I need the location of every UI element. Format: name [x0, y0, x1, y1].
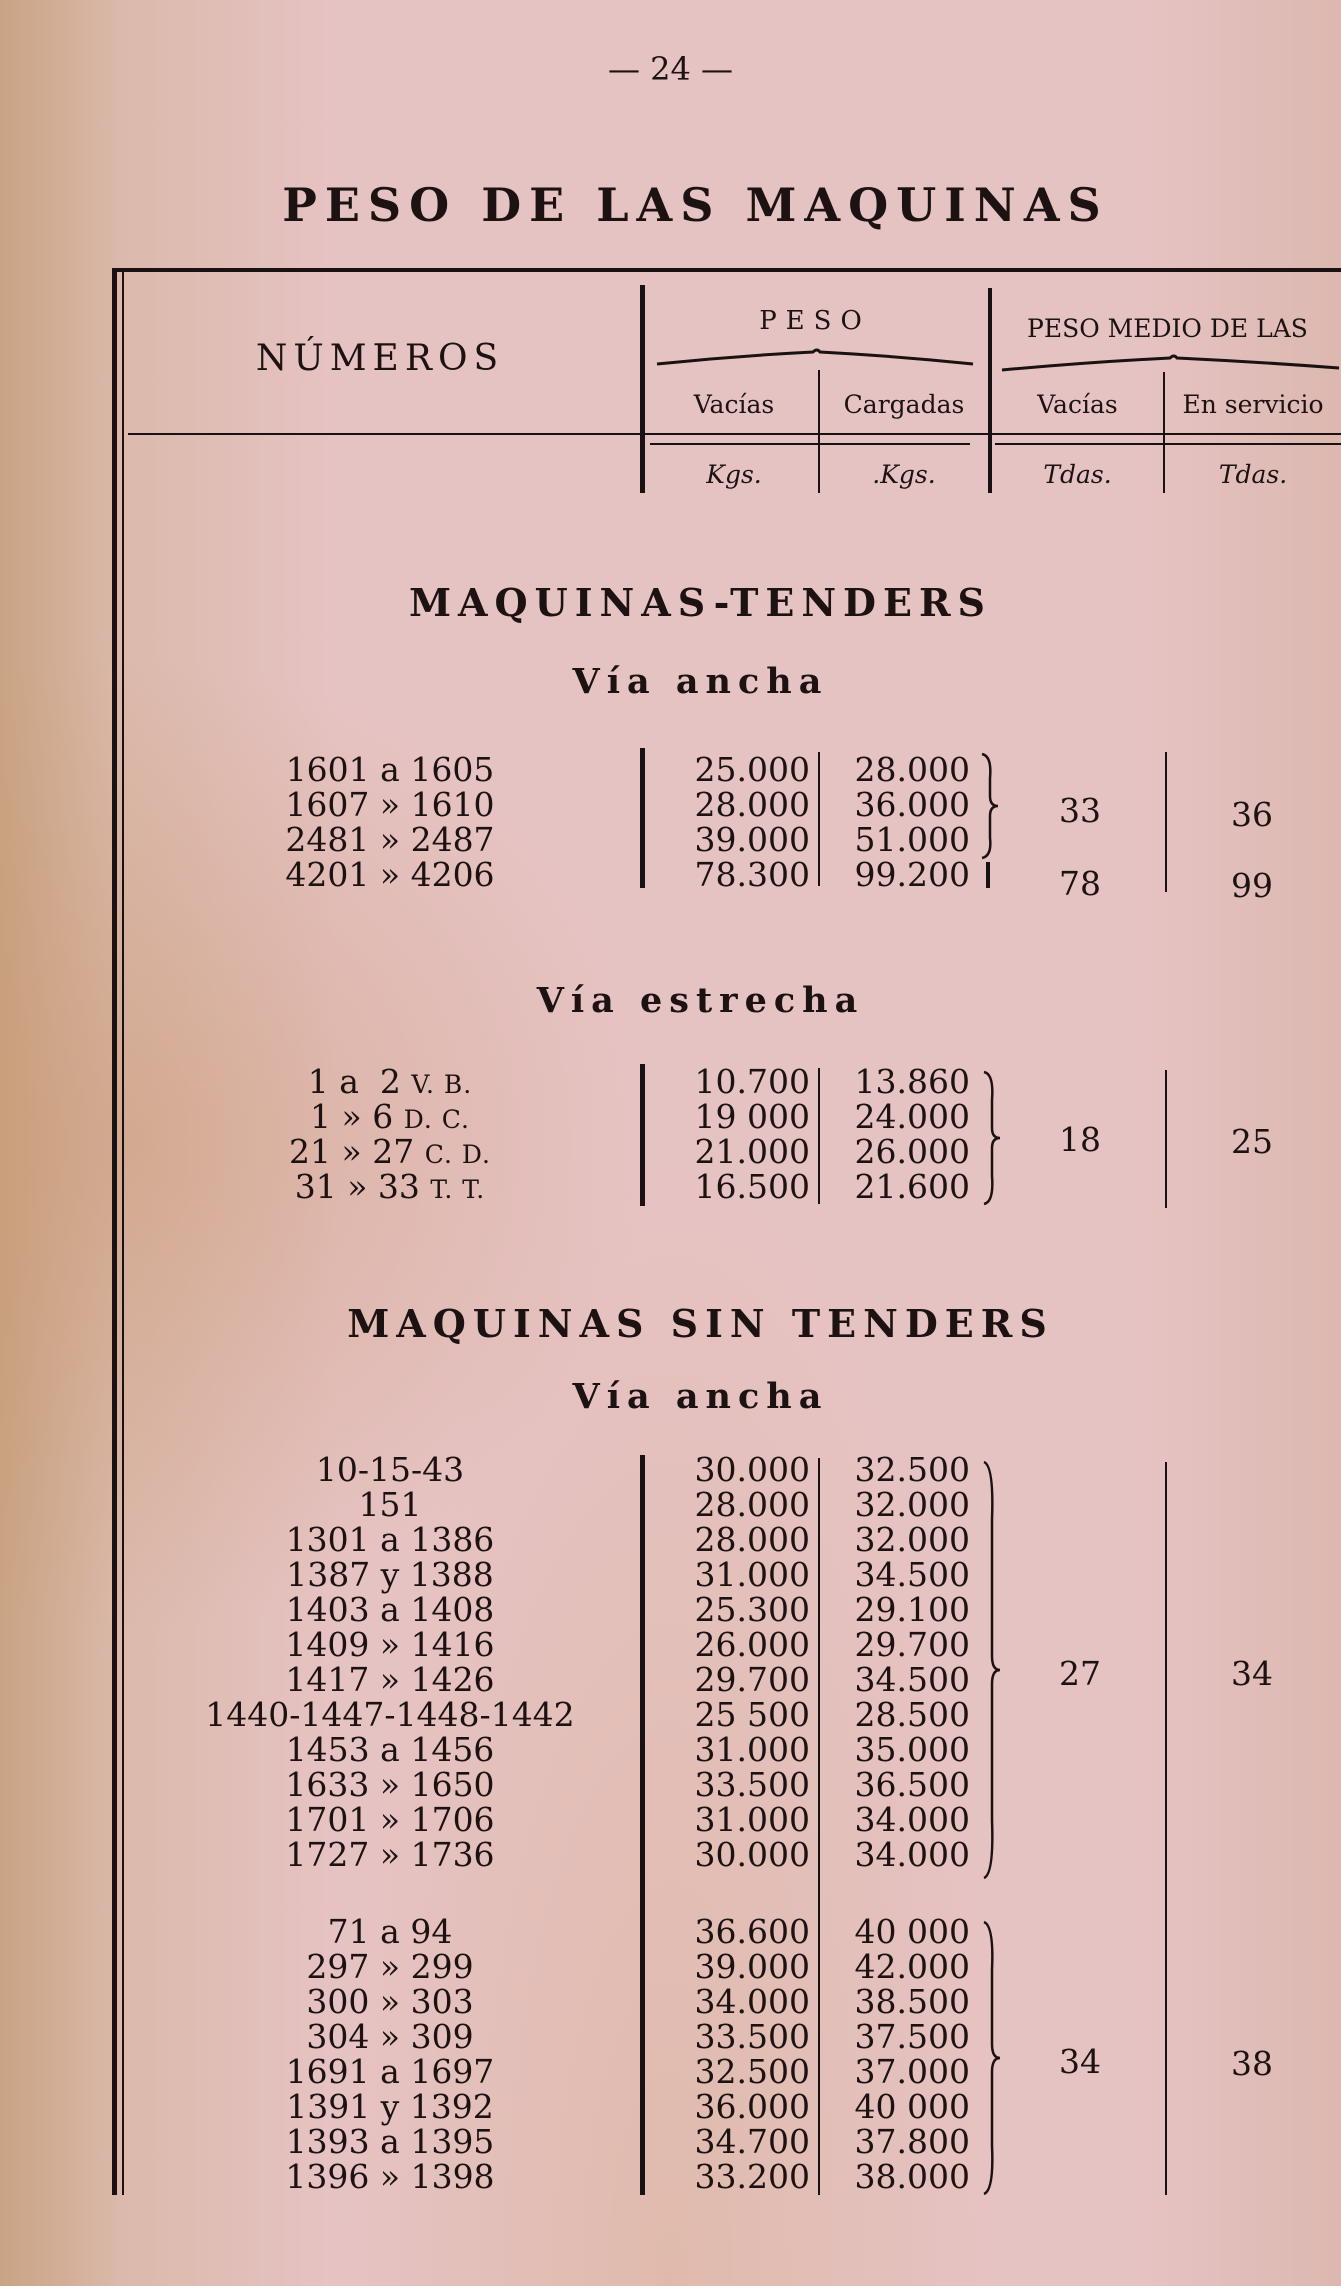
row-line-code: T. T.: [430, 1175, 486, 1204]
row-numbers: 1396 » 1398: [285, 2157, 495, 2196]
table-left-rule: [112, 268, 117, 2195]
header-cargadas: Cargadas: [843, 390, 965, 419]
unit-tdas-vacias: Tdas.: [1043, 460, 1112, 489]
row-cargadas: 37.500: [854, 2017, 970, 2056]
row-numbers: 1393 a 1395: [285, 2122, 495, 2161]
header-col-rule-1: [640, 285, 645, 493]
row-vacias: 31.000: [694, 1800, 810, 1839]
row-line-code: C. D.: [424, 1140, 491, 1169]
row-cargadas: 32.000: [854, 1485, 970, 1524]
row-vacias: 36.000: [694, 2087, 810, 2126]
row-cargadas: 34.500: [854, 1555, 970, 1594]
row-numbers: 300 » 303: [306, 1982, 474, 2021]
row-cargadas: 40 000: [854, 1912, 970, 1951]
row-vacias: 28.000: [694, 1485, 810, 1524]
avg-servicio: 34: [1231, 1654, 1273, 1693]
row-numbers: [150, 1169, 630, 1207]
avg-vacias: 33: [1059, 791, 1101, 830]
table-row: [0, 1487, 1341, 1522]
header-sub-rule-2: [995, 443, 1341, 445]
table-row: [0, 1914, 1341, 1949]
page-number: — 24 —: [607, 50, 734, 88]
curly-brace-icon: [980, 1460, 1004, 1880]
row-cargadas: 34.500: [854, 1660, 970, 1699]
row-vacias: 36.600: [694, 1912, 810, 1951]
row-vacias: 26.000: [694, 1625, 810, 1664]
row-cargadas: 99.200: [854, 855, 970, 894]
row-numbers: 1440-1447-1448-1442: [205, 1695, 575, 1734]
avg-servicio: 38: [1231, 2044, 1273, 2083]
row-range: 1 » 6: [310, 1097, 394, 1136]
row-cargadas: 36.500: [854, 1765, 970, 1804]
row-numbers: 71 a 94: [327, 1912, 453, 1951]
unit-kgs-vacias: Kgs.: [706, 460, 762, 489]
table-row: [0, 1169, 1341, 1204]
section-title-tenders: MAQUINAS-TENDERS: [408, 580, 992, 625]
avg-vacias: 18: [1059, 1120, 1101, 1159]
table-row: [0, 1452, 1341, 1487]
row-cargadas: 38.500: [854, 1982, 970, 2021]
row-numbers: 1691 a 1697: [285, 2052, 495, 2091]
table-row: [0, 1767, 1341, 1802]
header-vacias-2: Vacías: [1037, 390, 1118, 419]
row-cargadas: 28.500: [854, 1695, 970, 1734]
row-cargadas: 21.600: [854, 1167, 970, 1206]
row-vacias: 31.000: [694, 1555, 810, 1594]
row-vacias: 28.000: [694, 1520, 810, 1559]
header-peso: PESO: [759, 306, 871, 336]
row-line-code: V. B.: [411, 1070, 473, 1099]
row-cargadas: 37.000: [854, 2052, 970, 2091]
table-row: [0, 1949, 1341, 1984]
table-row: [0, 1732, 1341, 1767]
header-en-servicio: En servicio: [1182, 390, 1324, 419]
row-vacias: 10.700: [694, 1062, 810, 1101]
table-row: [0, 2089, 1341, 2124]
row-vacias: 39.000: [694, 1947, 810, 1986]
row-line-code: D. C.: [403, 1105, 470, 1134]
row-numbers: 1387 y 1388: [286, 1555, 494, 1594]
row-vacias: 31.000: [694, 1730, 810, 1769]
row-numbers: 1633 » 1650: [285, 1765, 495, 1804]
row-numbers: 1301 a 1386: [285, 1520, 495, 1559]
row-numbers: 151: [358, 1485, 422, 1524]
subsection-via-ancha-1: Vía ancha: [572, 661, 829, 702]
avg-servicio: 99: [1231, 866, 1273, 905]
row-numbers: 4201 » 4206: [285, 855, 495, 894]
row-cargadas: 34.000: [854, 1800, 970, 1839]
row-cargadas: 36.000: [854, 785, 970, 824]
curly-brace-icon: [980, 1920, 1004, 2196]
row-vacias: 30.000: [694, 1450, 810, 1489]
row-cargadas: 28.000: [854, 750, 970, 789]
table-row: [0, 1802, 1341, 1837]
row-cargadas: 51.000: [854, 820, 970, 859]
brace-bar: [986, 862, 990, 888]
table-row: [0, 752, 1341, 787]
table-row: [0, 1557, 1341, 1592]
row-cargadas: 24.000: [854, 1097, 970, 1136]
row-cargadas: 13.860: [854, 1062, 970, 1101]
row-cargadas: 38.000: [854, 2157, 970, 2196]
row-cargadas: 32.500: [854, 1450, 970, 1489]
avg-vacias: 27: [1059, 1654, 1101, 1693]
row-range: 31 » 33: [294, 1167, 420, 1206]
row-vacias: 28.000: [694, 785, 810, 824]
row-cargadas: 29.100: [854, 1590, 970, 1629]
row-numbers: 2481 » 2487: [285, 820, 495, 859]
header-bottom-rule: [128, 433, 1341, 435]
subsection-via-ancha-2: Vía ancha: [572, 1376, 829, 1417]
row-vacias: 30.000: [694, 1835, 810, 1874]
row-numbers: 1403 a 1408: [285, 1590, 495, 1629]
avg-vacias: 78: [1059, 864, 1101, 903]
header-peso-brace: [655, 346, 975, 370]
row-vacias: 34.000: [694, 1982, 810, 2021]
avg-servicio: 36: [1231, 795, 1273, 834]
row-numbers: 304 » 309: [306, 2017, 474, 2056]
page-title: PESO DE LAS MAQUINAS: [282, 178, 1109, 232]
unit-tdas-servicio: Tdas.: [1218, 460, 1288, 489]
row-vacias: 39.000: [694, 820, 810, 859]
row-cargadas: 37.800: [854, 2122, 970, 2161]
row-numbers: 10-15-43: [315, 1450, 465, 1489]
row-cargadas: 26.000: [854, 1132, 970, 1171]
row-vacias: 29.700: [694, 1660, 810, 1699]
header-sub-rule-1: [650, 443, 970, 445]
row-vacias: 32.500: [694, 2052, 810, 2091]
row-vacias: 33.200: [694, 2157, 810, 2196]
row-vacias: 34.700: [694, 2122, 810, 2161]
avg-vacias: 34: [1059, 2042, 1101, 2081]
curly-brace-icon: [978, 752, 1002, 860]
table-row: [0, 1984, 1341, 2019]
row-numbers: 1701 » 1706: [285, 1800, 495, 1839]
header-numeros: NÚMEROS: [255, 338, 505, 379]
row-vacias: 33.500: [694, 2017, 810, 2056]
table-row: [0, 2124, 1341, 2159]
row-cargadas: 40 000: [854, 2087, 970, 2126]
subsection-via-estrecha: Vía estrecha: [536, 980, 865, 1021]
row-numbers: 1417 » 1426: [285, 1660, 495, 1699]
table-row: [0, 1837, 1341, 1872]
curly-brace-icon: [980, 1070, 1004, 1206]
table-row: [0, 1522, 1341, 1557]
header-medio-brace: [1000, 352, 1341, 376]
row-numbers: 1453 a 1456: [285, 1730, 495, 1769]
row-vacias: 21.000: [694, 1132, 810, 1171]
table-row: [0, 2159, 1341, 2194]
table-row: [0, 1064, 1341, 1099]
row-numbers: 1727 » 1736: [285, 1835, 495, 1874]
row-numbers: 1601 a 1605: [285, 750, 495, 789]
row-cargadas: 42.000: [854, 1947, 970, 1986]
table-left-rule-inner: [122, 272, 124, 2195]
row-vacias: 33.500: [694, 1765, 810, 1804]
row-cargadas: 32.000: [854, 1520, 970, 1559]
table-top-rule: [112, 268, 1341, 272]
row-vacias: 16.500: [694, 1167, 810, 1206]
row-vacias: 19 000: [694, 1097, 810, 1136]
section-title-sin-tenders: MAQUINAS SIN TENDERS: [347, 1301, 1054, 1346]
row-cargadas: 35.000: [854, 1730, 970, 1769]
row-numbers: 1391 y 1392: [286, 2087, 494, 2126]
header-peso-medio: PESO MEDIO DE LAS: [1027, 314, 1308, 343]
row-vacias: 78.300: [694, 855, 810, 894]
row-numbers: 297 » 299: [306, 1947, 474, 1986]
row-vacias: 25 500: [694, 1695, 810, 1734]
header-vacias: Vacías: [693, 390, 775, 419]
row-range: 21 » 27: [289, 1132, 415, 1171]
row-range: 1 a 2: [307, 1062, 401, 1101]
row-vacias: 25.000: [694, 750, 810, 789]
row-cargadas: 29.700: [854, 1625, 970, 1664]
row-numbers: 1607 » 1610: [285, 785, 495, 824]
table-row: [0, 1697, 1341, 1732]
row-vacias: 25.300: [694, 1590, 810, 1629]
unit-kgs-cargadas: .Kgs.: [872, 460, 936, 489]
row-numbers: 1409 » 1416: [285, 1625, 495, 1664]
table-row: [0, 1592, 1341, 1627]
row-cargadas: 34.000: [854, 1835, 970, 1874]
avg-servicio: 25: [1231, 1122, 1273, 1161]
